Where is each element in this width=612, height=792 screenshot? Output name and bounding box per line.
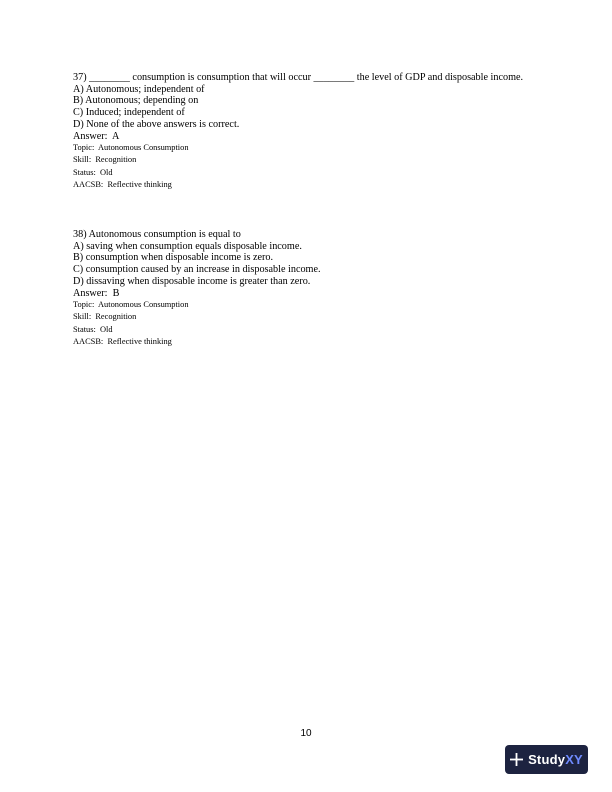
aacsb-line: AACSB: Reflective thinking (73, 336, 172, 346)
status-line: Status: Old (73, 167, 113, 177)
answer-line: Answer: B (73, 287, 120, 299)
status-line: Status: Old (73, 324, 113, 334)
question-stem: 37) ________ consumption is consumption that will occur ________ the level of GDP and disposable income. (73, 72, 524, 83)
option-a: A) saving when consumption equals disposable income. (73, 240, 302, 252)
plus-icon (510, 753, 523, 766)
answer-line: Answer: A (73, 130, 120, 142)
studyxy-logo-badge[interactable] (505, 745, 588, 774)
topic-line: Topic: Autonomous Consumption (73, 143, 189, 153)
skill-line: Skill: Recognition (73, 312, 137, 322)
option-a: A) Autonomous; independent of (73, 83, 205, 95)
page-number: 10 (300, 728, 312, 739)
skill-line: Skill: Recognition (73, 155, 137, 165)
option-b: B) Autonomous; depending on (73, 95, 199, 107)
topic-line: Topic: Autonomous Consumption (73, 300, 189, 310)
aacsb-line: AACSB: Reflective thinking (73, 179, 172, 189)
option-c: C) consumption caused by an increase in disposable income. (73, 264, 321, 276)
question-stem: 38) Autonomous consumption is equal to (73, 229, 241, 240)
badge-brand-accent: XY (565, 752, 583, 767)
option-d: D) None of the above answers is correct. (73, 118, 240, 130)
option-b: B) consumption when disposable income is zero. (73, 252, 274, 264)
option-c: C) Induced; independent of (73, 107, 185, 119)
question-38 (73, 229, 543, 348)
option-d: D) dissaving when disposable income is greater than zero. (73, 275, 311, 287)
question-37 (73, 72, 543, 191)
badge-brand-text: Study (528, 752, 566, 767)
